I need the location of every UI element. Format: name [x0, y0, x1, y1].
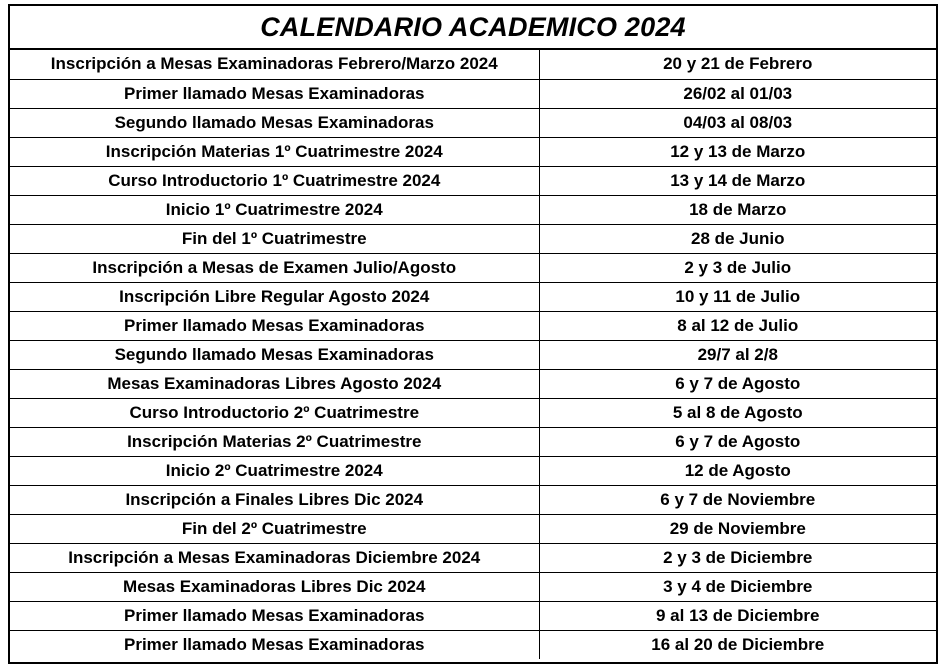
date-cell: 28 de Junio	[539, 224, 936, 253]
calendar-table	[10, 50, 936, 659]
event-cell: Inicio 1º Cuatrimestre 2024	[10, 195, 539, 224]
table-row	[10, 340, 936, 369]
date-cell: 3 y 4 de Diciembre	[539, 572, 936, 601]
date-cell: 29 de Noviembre	[539, 514, 936, 543]
event-cell: Fin del 1º Cuatrimestre	[10, 224, 539, 253]
event-cell: Primer llamado Mesas Examinadoras	[10, 630, 539, 659]
table-row	[10, 398, 936, 427]
event-cell: Primer llamado Mesas Examinadoras	[10, 79, 539, 108]
event-cell: Inscripción a Mesas Examinadoras Diciembre 2024	[10, 543, 539, 572]
date-cell: 04/03 al 08/03	[539, 108, 936, 137]
table-row	[10, 601, 936, 630]
event-cell: Mesas Examinadoras Libres Dic 2024	[10, 572, 539, 601]
date-cell: 13 y 14 de Marzo	[539, 166, 936, 195]
table-row	[10, 456, 936, 485]
date-cell: 2 y 3 de Julio	[539, 253, 936, 282]
calendar-title: CALENDARIO ACADEMICO 2024	[10, 6, 936, 50]
date-cell: 16 al 20 de Diciembre	[651, 634, 825, 654]
date-cell: 12 de Agosto	[539, 456, 936, 485]
table-row	[10, 514, 936, 543]
event-cell: Curso Introductorio 1º Cuatrimestre 2024	[10, 166, 539, 195]
date-cell: 10 y 11 de Julio	[539, 282, 936, 311]
table-row	[10, 79, 936, 108]
date-cell: 6 y 7 de Agosto	[539, 369, 936, 398]
table-row	[10, 427, 936, 456]
event-cell: Segundo llamado Mesas Examinadoras	[10, 108, 539, 137]
table-row	[10, 311, 936, 340]
event-cell: Inscripción Materias 1º Cuatrimestre 2024	[10, 137, 539, 166]
calendar-sheet	[8, 4, 938, 664]
date-cell: 29/7 al 2/8	[539, 340, 936, 369]
table-row	[10, 630, 936, 659]
table-row	[10, 137, 936, 166]
table-row	[10, 108, 936, 137]
event-cell: Fin del 2º Cuatrimestre	[10, 514, 539, 543]
table-row	[10, 224, 936, 253]
table-row	[10, 195, 936, 224]
date-cell: 9 al 13 de Diciembre	[539, 601, 936, 630]
date-cell: 20 y 21 de Febrero	[539, 50, 936, 79]
table-row	[10, 282, 936, 311]
date-cell: 12 y 13 de Marzo	[539, 137, 936, 166]
event-cell: Inscripción Libre Regular Agosto 2024	[10, 282, 539, 311]
event-cell: Inscripción a Mesas Examinadoras Febrero/Marzo 2024	[10, 50, 539, 79]
date-cell: 26/02 al 01/03	[539, 79, 936, 108]
table-row	[10, 253, 936, 282]
event-cell: Mesas Examinadoras Libres Agosto 2024	[10, 369, 539, 398]
date-cell: 18 de Marzo	[539, 195, 936, 224]
event-cell: Primer llamado Mesas Examinadoras	[10, 311, 539, 340]
table-row	[10, 369, 936, 398]
event-cell: Curso Introductorio 2º Cuatrimestre	[10, 398, 539, 427]
event-cell: Segundo llamado Mesas Examinadoras	[10, 340, 539, 369]
date-cell: 6 y 7 de Agosto	[539, 427, 936, 456]
date-cell: 5 al 8 de Agosto	[539, 398, 936, 427]
calendar-rows	[10, 50, 936, 659]
table-row	[10, 485, 936, 514]
event-cell: Primer llamado Mesas Examinadoras	[10, 601, 539, 630]
event-cell: Inscripción Materias 2º Cuatrimestre	[10, 427, 539, 456]
event-cell: Inscripción a Mesas de Examen Julio/Agosto	[10, 253, 539, 282]
date-cell: 2 y 3 de Diciembre	[539, 543, 936, 572]
date-cell: 8 al 12 de Julio	[539, 311, 936, 340]
table-row	[10, 543, 936, 572]
table-row	[10, 166, 936, 195]
date-cell: 6 y 7 de Noviembre	[539, 485, 936, 514]
table-row	[10, 50, 936, 79]
table-row	[10, 572, 936, 601]
event-cell: Inscripción a Finales Libres Dic 2024	[10, 485, 539, 514]
event-cell: Inicio 2º Cuatrimestre 2024	[10, 456, 539, 485]
